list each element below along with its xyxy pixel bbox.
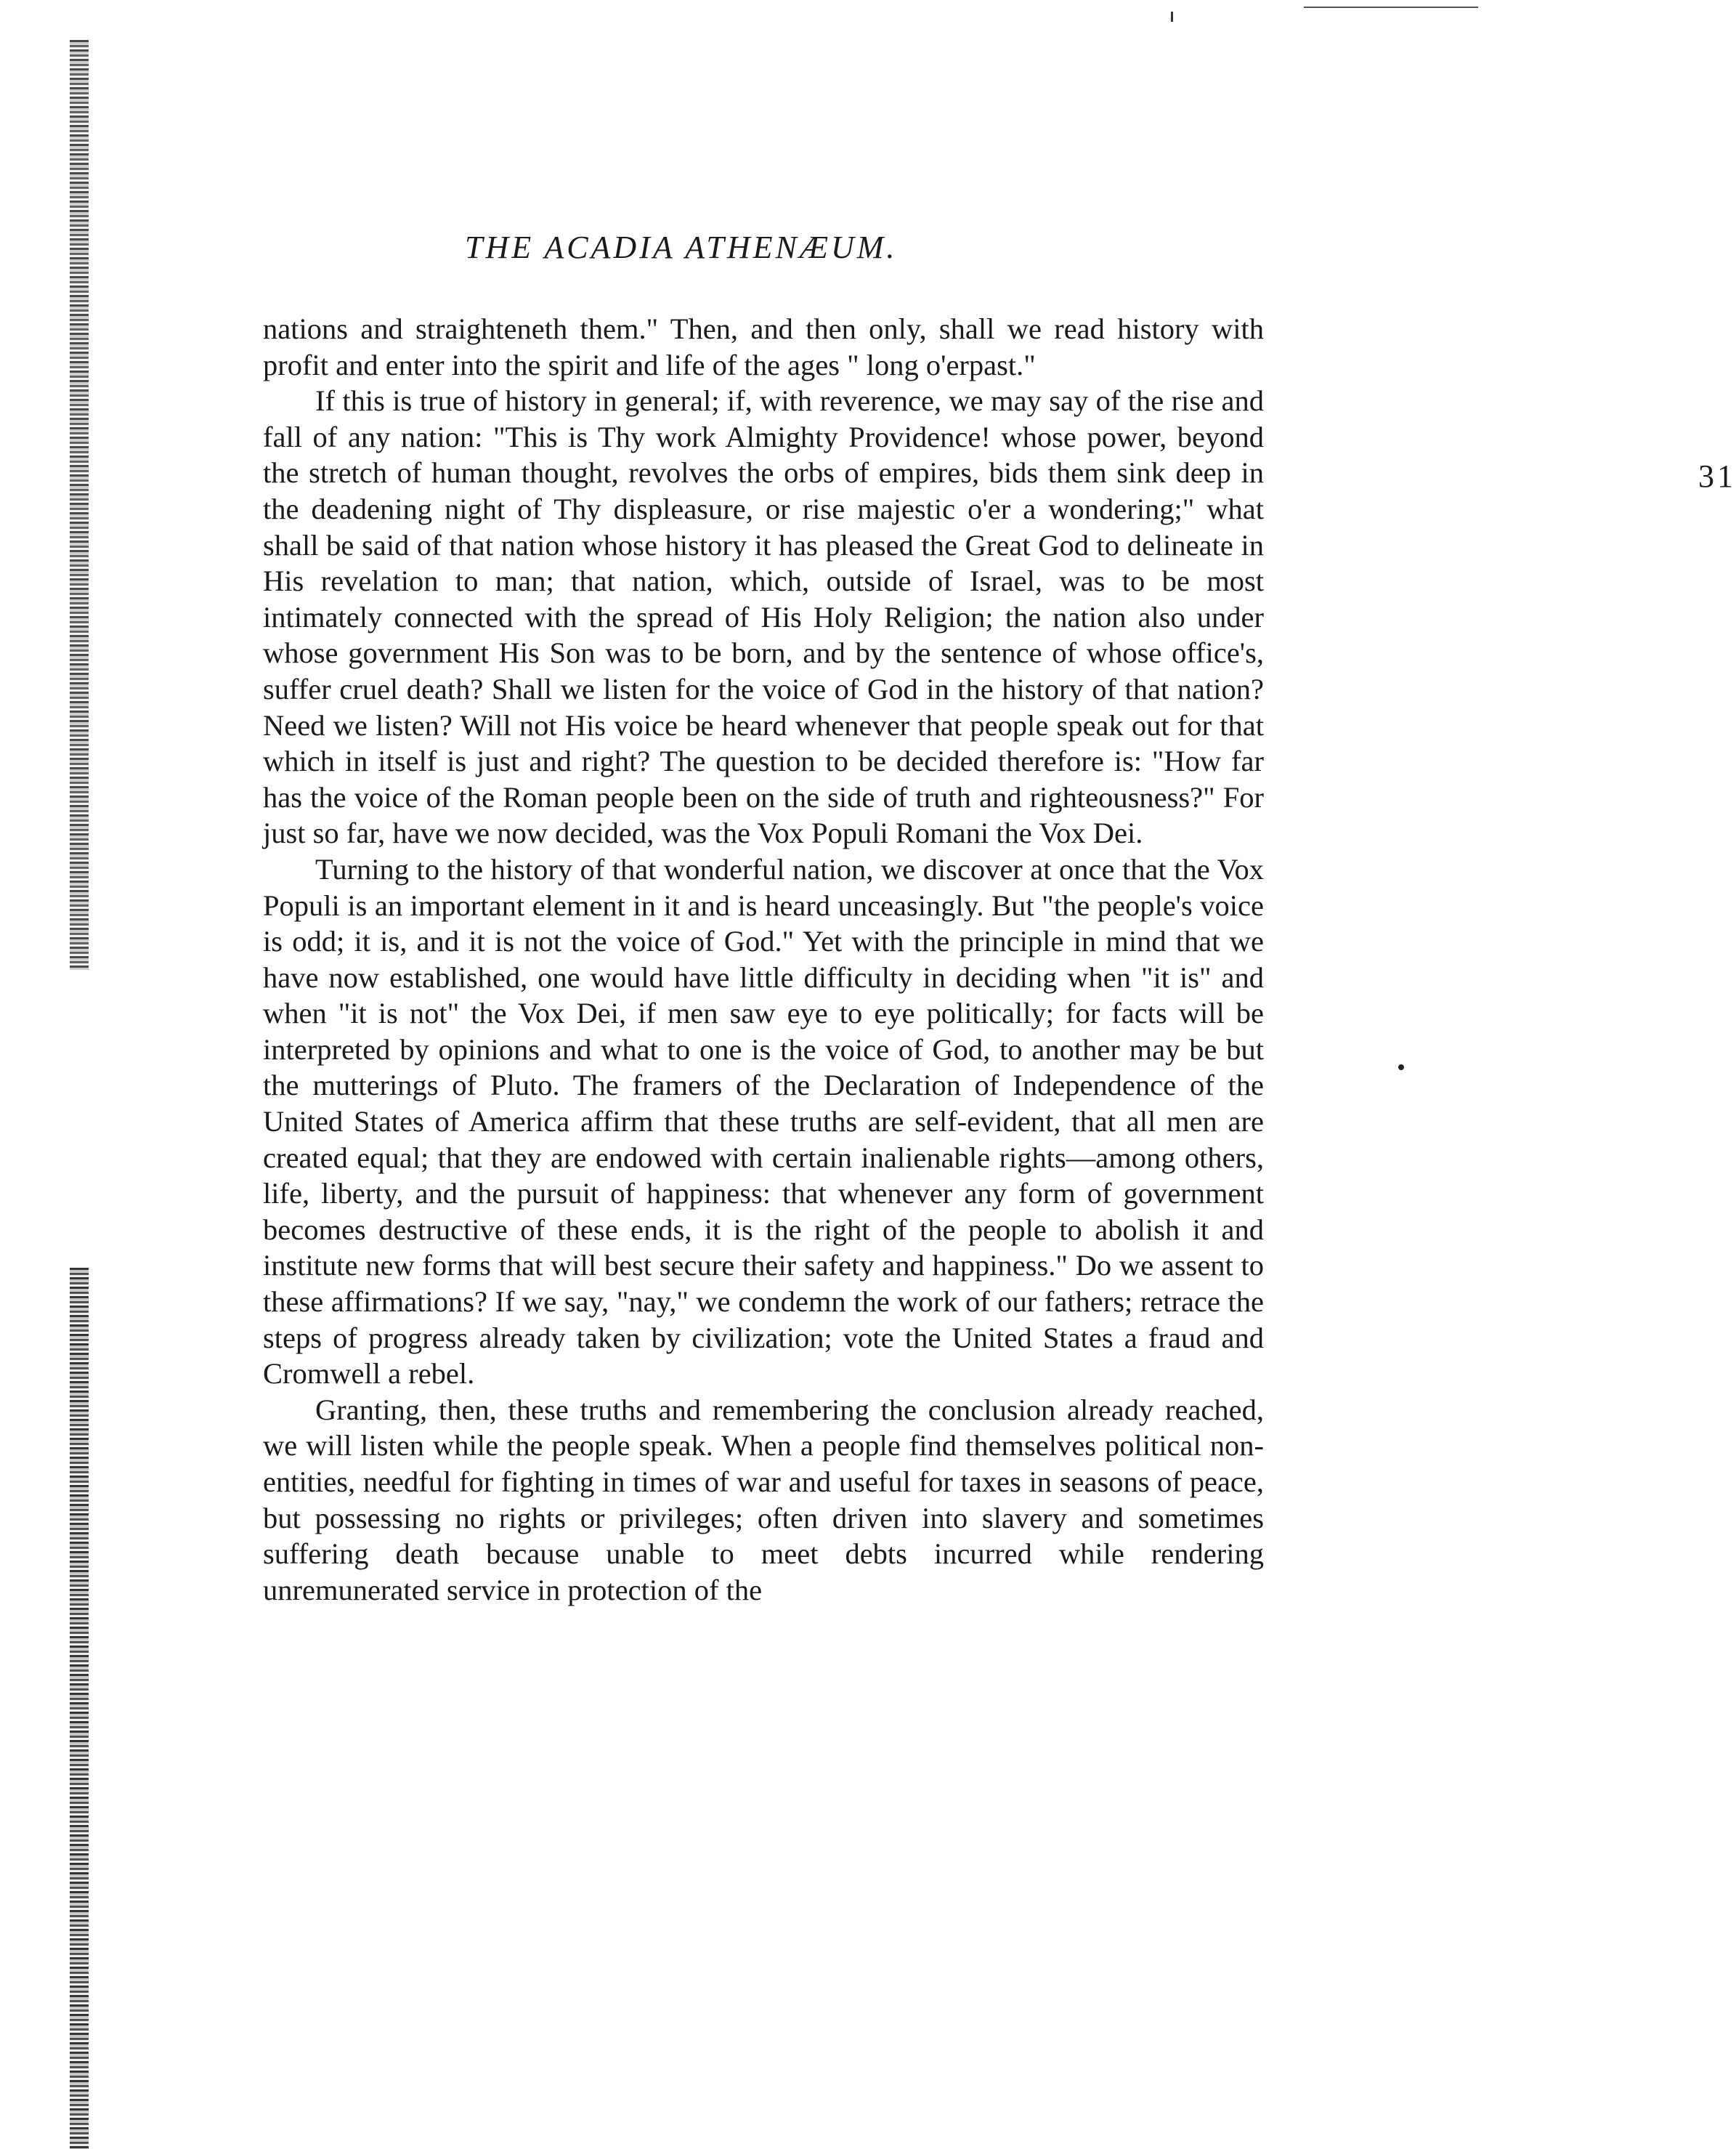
- paragraph-1: nations and straighteneth them." Then, and then only, shall we read history with profit and enter into the spirit and life of the ages " long o'erpast.": [263, 312, 1264, 381]
- paragraph-2: If this is true of history in general; if, with reverence, we may say of the rise and fall of any nation: "This is Thy work Almighty Providence! whose power, beyond the stretch of human thought, revolves the orbs of empires, bids them sink deep in the deadening night of Thy displeasure, or rise majestic o'er a wondering;" what shall be said of that nation whose history it has pleased the Great God to delineate in His revelation to man; that nation, which, outside of Israel, was to be most intimately connected with the spread of His Holy Religion; the nation also under whose government His Son was to be born, and by the sentence of whose office's, suffer cruel death? Shall we listen for the voice of God in the history of that nation? Need we listen? Will not His voice be heard whenever that people speak out for that which in itself is just and right? The question to be decided therefore is: "How far has the voice of the Roman people been on the side of truth and righteousness?" For just so far, have we now decided, was the Vox Populi Romani the Vox Dei.: [263, 384, 1264, 850]
- article-body: [263, 311, 1264, 1608]
- scan-binding-edge-top: [70, 40, 89, 970]
- scan-top-rule: [1304, 7, 1478, 8]
- paragraph-4: Granting, then, these truths and remembering the conclusion already reached, we will listen while the people speak. When a people find themselves political non-entities, needful for fighting in times of war and useful for taxes in seasons of peace, but possessing no rights or privileges; often driven into slavery and sometimes suffering death because unable to meet debts incurred while rendering unremunerated service in protection of the: [263, 1393, 1264, 1606]
- scan-speck: [1398, 1064, 1404, 1070]
- journal-title: THE ACADIA ATHENÆUM.: [465, 230, 898, 265]
- paragraph-3: Turning to the history of that wonderful nation, we discover at once that the Vox Populi is an important element in it and is heard unceasingly. But "the people's voice is odd; it is, and it is not the voice of God." Yet with the principle in mind that we have now established, one would have little difficulty in deciding when "it is" and when "it is not" the Vox Dei, if men saw eye to eye politically; for facts will be interpreted by opinions and what to one is the voice of God, to another may be but the mutterings of Pluto. The framers of the Declaration of Independence of the United States of America affirm that these truths are self-evident, that all men are created equal; that they are endowed with certain inalienable rights—among others, life, liberty, and the pursuit of happiness: that whenever any form of government becomes destructive of these ends, it is the right of the people to abolish it and institute new forms that will best secure their safety and happiness." Do we assent to these affirmations? If we say, "nay," we condemn the work of our fathers; retrace the steps of progress already taken by civilization; vote the United States a fraud and Cromwell a rebel.: [263, 852, 1264, 1391]
- scan-mark: [1171, 12, 1173, 22]
- page-number: 31: [1698, 458, 1736, 494]
- scan-binding-edge-bottom: [70, 1268, 89, 2149]
